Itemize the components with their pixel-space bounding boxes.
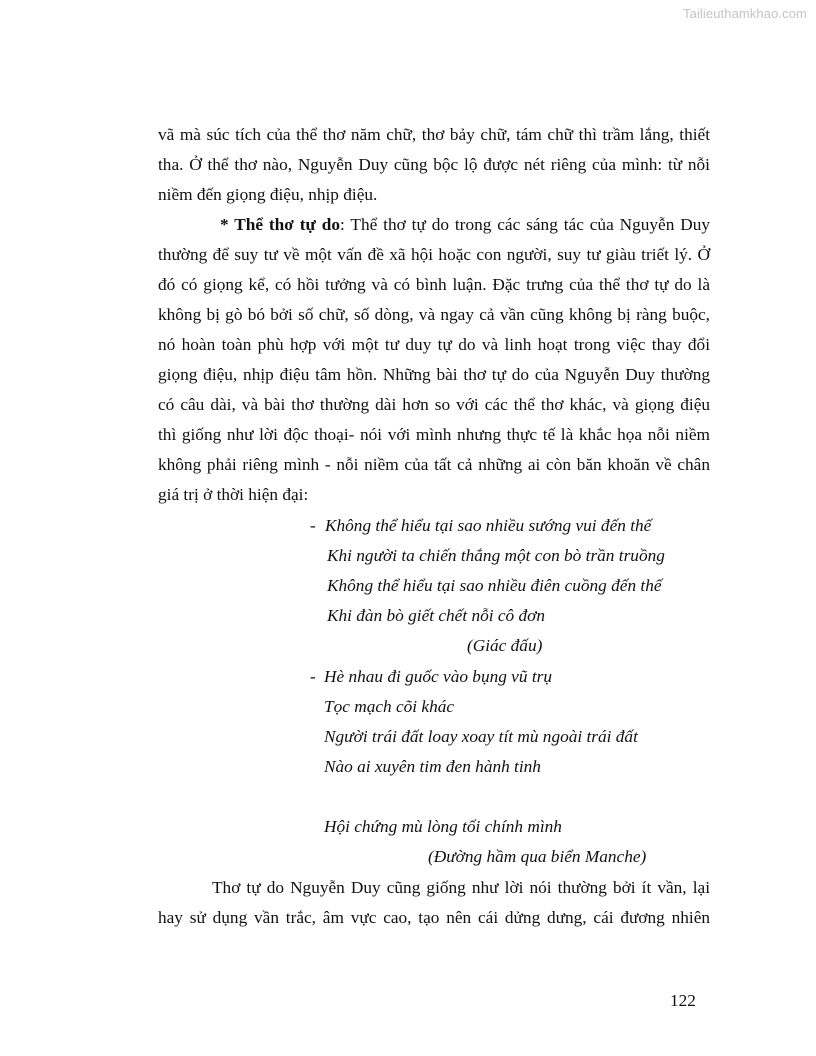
poem-source: (Giác đấu) [467, 636, 543, 655]
paragraph-line: Thơ tự do Nguyễn Duy cũng giống như lời nói thường bởi ít vần, lại [212, 878, 710, 897]
poem-dash: - [310, 667, 316, 686]
paragraph-line: giá trị ở thời hiện đại: [158, 485, 309, 504]
paragraph-line: thì giống như lời độc thoại- nói với mình nhưng thực tế là khắc họa nỗi niềm [158, 425, 710, 444]
poem-line: Hè nhau đi guốc vào bụng vũ trụ [324, 667, 552, 686]
paragraph-line: vã mà súc tích của thể thơ năm chữ, thơ bảy chữ, tám chữ thì trầm lắng, thiết [158, 125, 710, 144]
poem-source: (Đường hầm qua biển Manche) [428, 847, 647, 866]
paragraph-line: không phải riêng mình - nỗi niềm của tất cả những ai còn băn khoăn về chân [158, 455, 710, 474]
poem-line: Khi người ta chiến thắng một con bò trần truồng [327, 546, 665, 565]
poem-line: Không thể hiểu tại sao nhiều điên cuồng đến thế [327, 576, 662, 595]
paragraph-line: giọng điệu, nhịp điệu tâm hồn. Những bài thơ tự do của Nguyễn Duy thường [158, 365, 710, 384]
poem-line: Không thể hiểu tại sao nhiều sướng vui đến thế [325, 516, 652, 535]
paragraph-line: nó hoàn toàn phù hợp với một tư duy tự do và linh hoạt trong việc thay đổi [158, 335, 710, 354]
paragraph-line: hay sử dụng vần trắc, âm vực cao, tạo nên cái dửng dưng, cái đương nhiên [158, 908, 710, 927]
paragraph-line: niềm đến giọng điệu, nhịp điệu. [158, 185, 378, 204]
paragraph-line: không bị gò bó bởi số chữ, số dòng, và ngay cả vần cũng không bị ràng buộc, [158, 305, 710, 324]
poem-line: Hội chứng mù lòng tối chính mình [324, 817, 562, 836]
paragraph-line: đó có giọng kể, có hồi tưởng và có bình luận. Đặc trưng của thể thơ tự do là [158, 275, 710, 294]
section-heading: * Thể thơ tự do [220, 215, 341, 234]
poem-dash: - [310, 516, 316, 535]
poem-line: Tọc mạch cõi khác [324, 697, 455, 716]
paragraph-text: : Thể thơ tự do trong các sáng tác của Nguyễn Duy [340, 215, 711, 234]
poem-line: Nào ai xuyên tim đen hành tinh [324, 757, 541, 776]
page-number: 122 [670, 991, 696, 1010]
paragraph-heading-line [220, 214, 710, 236]
paragraph-line: thường để suy tư về một vấn đề xã hội hoặc con người, suy tư giàu triết lý. Ở [158, 245, 710, 264]
paragraph-line: có câu dài, và bài thơ thường dài hơn so với các thể thơ khác, và giọng điệu [158, 395, 710, 414]
poem-line: Khi đàn bò giết chết nỗi cô đơn [327, 606, 546, 625]
watermark: Tailieuthamkhao.com [682, 6, 807, 21]
poem-line: Người trái đất loay xoay tít mù ngoài trái đất [324, 727, 638, 746]
paragraph-line: tha. Ở thể thơ nào, Nguyễn Duy cũng bộc lộ được nét riêng của mình: từ nỗi [158, 155, 710, 174]
